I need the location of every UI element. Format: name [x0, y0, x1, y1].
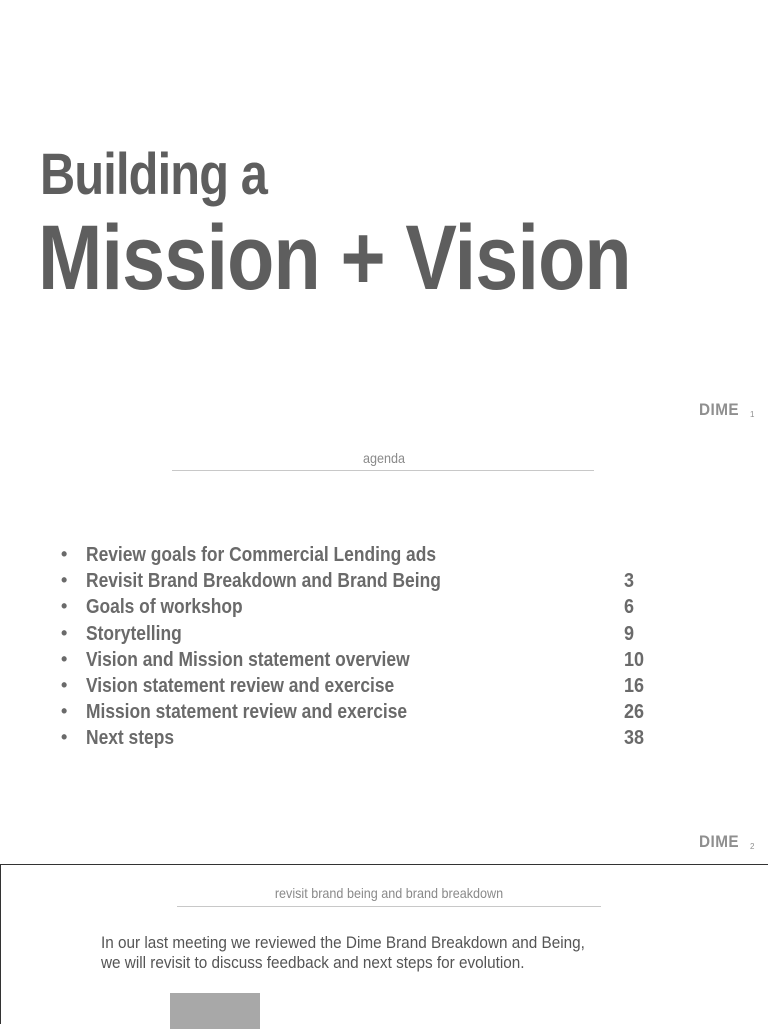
agenda-item-page: 16 — [624, 674, 645, 697]
agenda-item — [58, 649, 678, 675]
agenda-item — [58, 570, 678, 596]
agenda-item-page: 38 — [624, 727, 645, 750]
agenda-item — [58, 727, 678, 753]
bullet: • — [61, 570, 68, 591]
agenda-item-text: Review goals for Commercial Lending ads — [86, 544, 437, 566]
bullet: • — [61, 727, 68, 748]
agenda-heading: agenda — [362, 450, 406, 466]
agenda-list — [58, 544, 678, 754]
agenda-slide — [0, 432, 768, 864]
agenda-item-text: Goals of workshop — [86, 596, 243, 619]
brand-heading: revisit brand being and brand breakdown — [274, 885, 504, 901]
page-number: 1 — [750, 410, 755, 419]
page-number: 2 — [750, 842, 755, 851]
bullet: • — [61, 648, 68, 669]
bullet: • — [61, 701, 68, 722]
agenda-item — [58, 675, 678, 701]
body-line: In our last meeting we reviewed the Dime Brand Breakdown and Being, — [101, 933, 585, 952]
agenda-item-text: Next steps — [86, 727, 175, 750]
agenda-item-page: 6 — [624, 596, 635, 619]
agenda-item — [58, 623, 678, 649]
dime-logo: DIME — [699, 832, 740, 851]
agenda-item-page: 10 — [624, 648, 645, 671]
agenda-item-page: 3 — [624, 570, 635, 593]
body-line: we will revisit to discuss feedback and next steps for evolution. — [101, 953, 525, 972]
title-line-2: Mission + Vision — [38, 207, 631, 309]
agenda-item — [58, 544, 678, 570]
agenda-item-text: Storytelling — [86, 622, 182, 645]
title-line-1: Building a — [40, 142, 268, 207]
title-slide — [0, 0, 768, 432]
agenda-item-page: 26 — [624, 701, 645, 724]
agenda-item-text: Vision statement review and exercise — [86, 674, 395, 697]
agenda-item-page: 9 — [624, 622, 635, 645]
agenda-item-text: Mission statement review and exercise — [86, 701, 408, 724]
bullet: • — [61, 544, 68, 564]
agenda-item-text: Vision and Mission statement overview — [86, 648, 410, 671]
dime-logo: DIME — [699, 400, 740, 419]
agenda-item — [58, 701, 678, 727]
agenda-item-text: Revisit Brand Breakdown and Brand Being — [86, 570, 441, 593]
brand-slide — [0, 864, 768, 1024]
heading-divider — [172, 470, 594, 471]
agenda-item — [58, 596, 678, 622]
bullet: • — [61, 596, 68, 617]
bullet: • — [61, 622, 68, 643]
heading-divider — [177, 906, 601, 907]
bullet: • — [61, 674, 68, 695]
body-text — [101, 933, 677, 973]
